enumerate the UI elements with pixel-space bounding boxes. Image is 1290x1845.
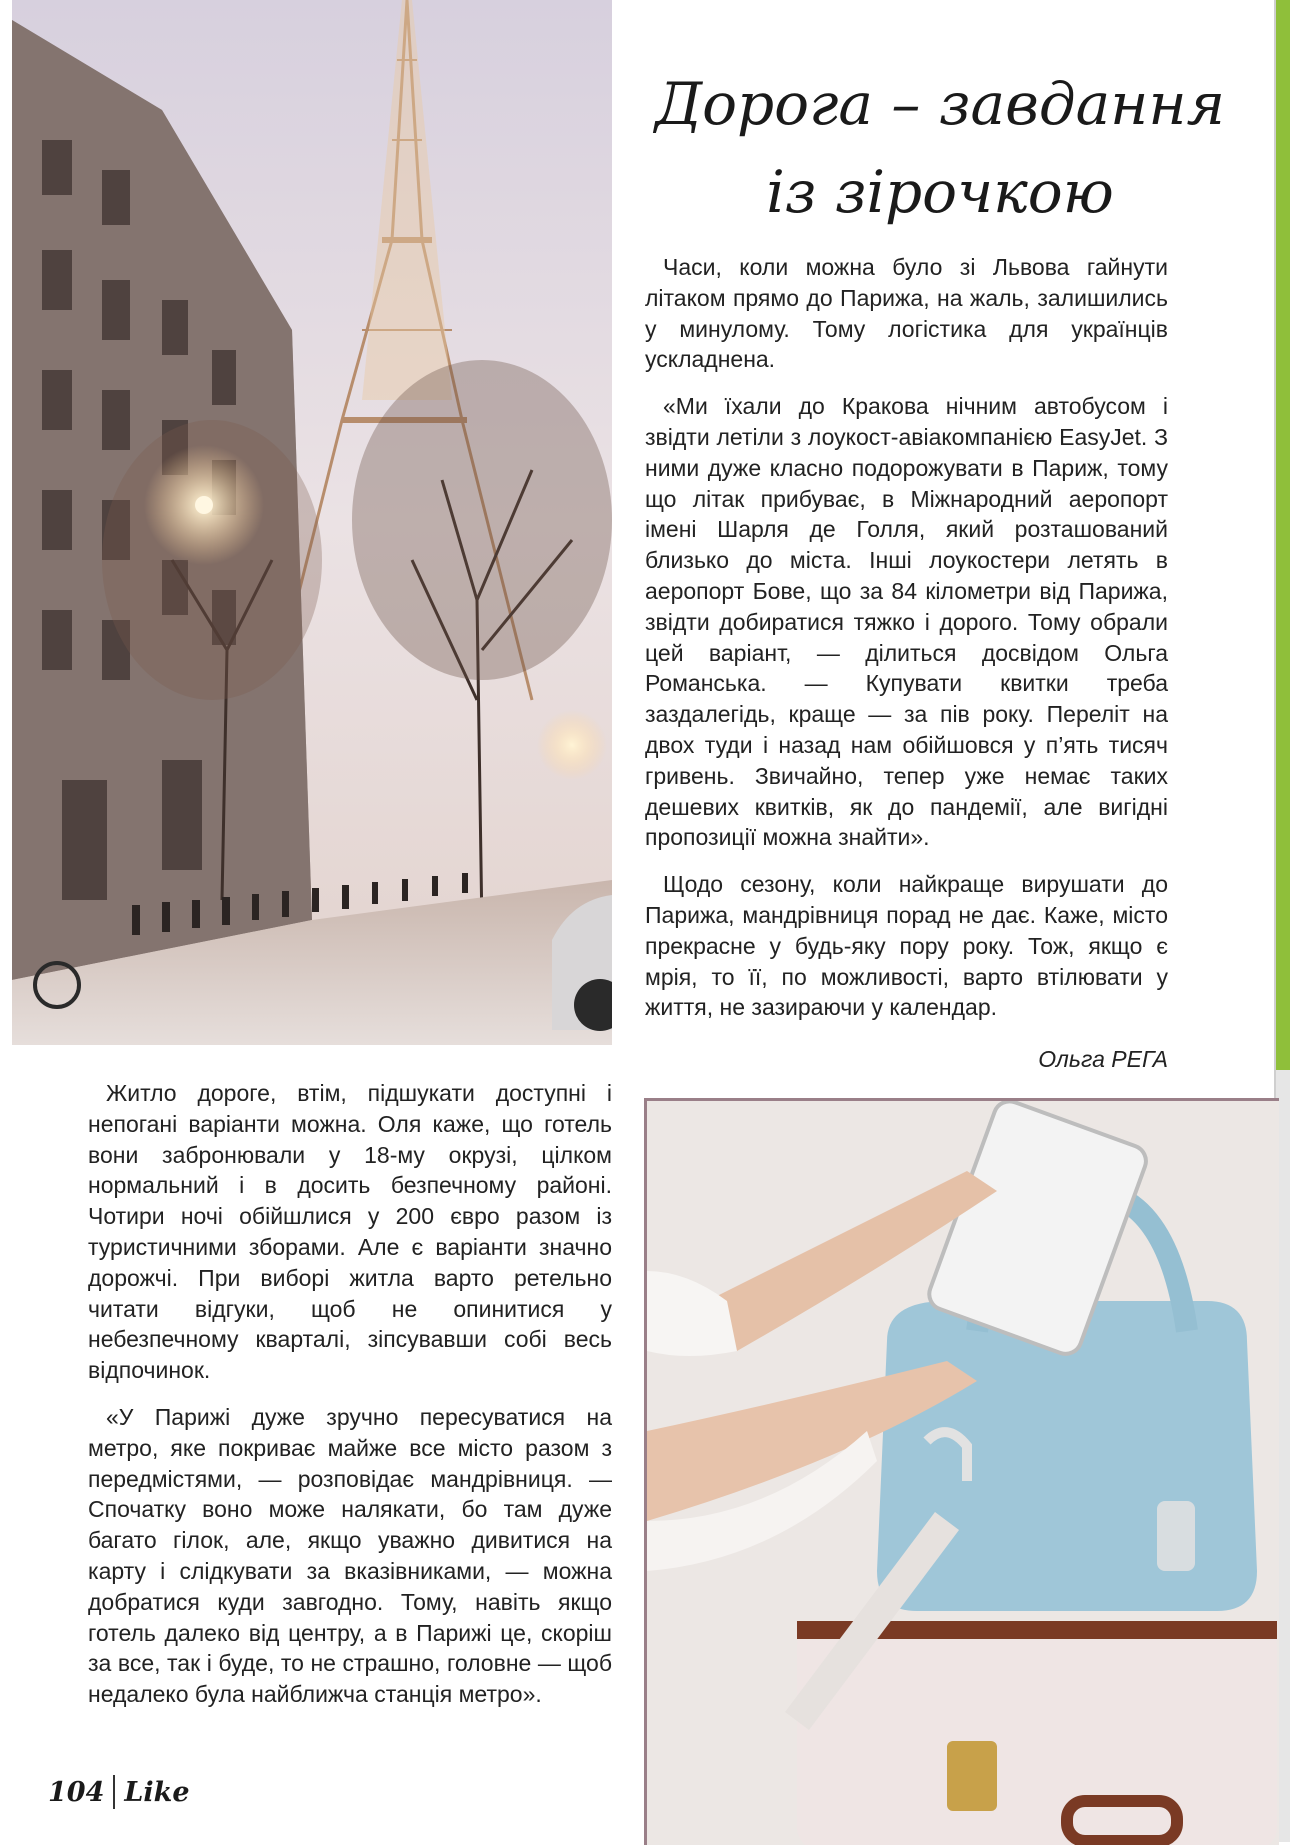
paris-eiffel-tower-photo <box>12 0 612 1045</box>
paragraph: «Ми їхали до Кракова нічним автобусом і звідти летіли з лоукост-авіакомпанією EasyJet. З ними дуже класно подорожувати в Париж, тому що літак прибуває, в Міжнародний аеропорт імені Шарля де Голля, який розташований близько до міста. Інші лоукостери летять в аеропорт Бове, що за 84 кілометри від Парижа, звідти добиратися тяжко і дорого. Тому обрали цей варіант, — ділиться досвідом Ольга Романська. — Купувати квитки треба заздалегідь, краще — за пів року. Переліт на двох туди і назад нам обійшовся у п’ять тисяч гривень. Звичайно, тепер уже немає таких дешевих квитків, як до пандемії, але вигідні пропозиції можна знайти». <box>645 393 1168 851</box>
paragraph: Часи, коли можна було зі Львова гайнути літаком прямо до Парижа, на жаль, залишились у минулому. Тому логістика для українців ускладнена. <box>645 254 1168 373</box>
handbag-photo-illustration <box>647 1101 1279 1845</box>
article-headline <box>640 60 1240 236</box>
headline-line-2: із зірочкою <box>766 158 1114 226</box>
headline-line-1: Дорога – завдання <box>654 70 1225 138</box>
page-number: 104 <box>48 1776 105 1808</box>
right-text-column <box>645 252 1168 1039</box>
handbag-travel-photo <box>644 1098 1279 1845</box>
paris-photo-illustration <box>12 0 612 1045</box>
paragraph: Житло дороге, втім, підшукати доступні і непогані варіанти можна. Оля каже, що готель вони забронювали у 18-му окрузі, цілком нормальний і в досить безпечному районі. Чотири ночі обійшлися у 200 євро разом із туристичними зборами. Але є варіанти значно дорожчі. При виборі житла варто ретельно читати відгуки, щоб не опинитися у небезпечному кварталі, зіпсувавши собі весь відпочинок. <box>88 1080 612 1384</box>
paragraph: «У Парижі дуже зручно пересуватися на метро, яке покриває майже все місто разом з передмістями, — розповідає мандрівниця. — Спочатку воно може налякати, бо там дуже багато гілок, але, якщо уважно дивитися на карту і слідкувати за вказівниками, — можна добратися куди завгодно. Тому, навіть якщо готель далеко від центру, а в Парижі це, скоріш за все, так і буде, то не страшно, головне — щоб недалеко була найближча станція метро». <box>88 1403 612 1708</box>
author-signature: Ольга РЕГА <box>1038 1046 1168 1072</box>
magazine-name: Like <box>124 1776 190 1808</box>
footer-divider <box>113 1775 115 1809</box>
left-text-column <box>88 1078 612 1726</box>
paragraph: Щодо сезону, коли найкраще вирушати до Парижа, мандрівниця порад не дає. Каже, місто прекрасне у будь-яку пору року. Тож, якщо є мрія, то її, по можливості, варто втілювати у життя, не зазираючи у календар. <box>645 871 1168 1021</box>
green-edge-tab <box>1276 0 1290 1070</box>
page-footer <box>48 1775 190 1809</box>
